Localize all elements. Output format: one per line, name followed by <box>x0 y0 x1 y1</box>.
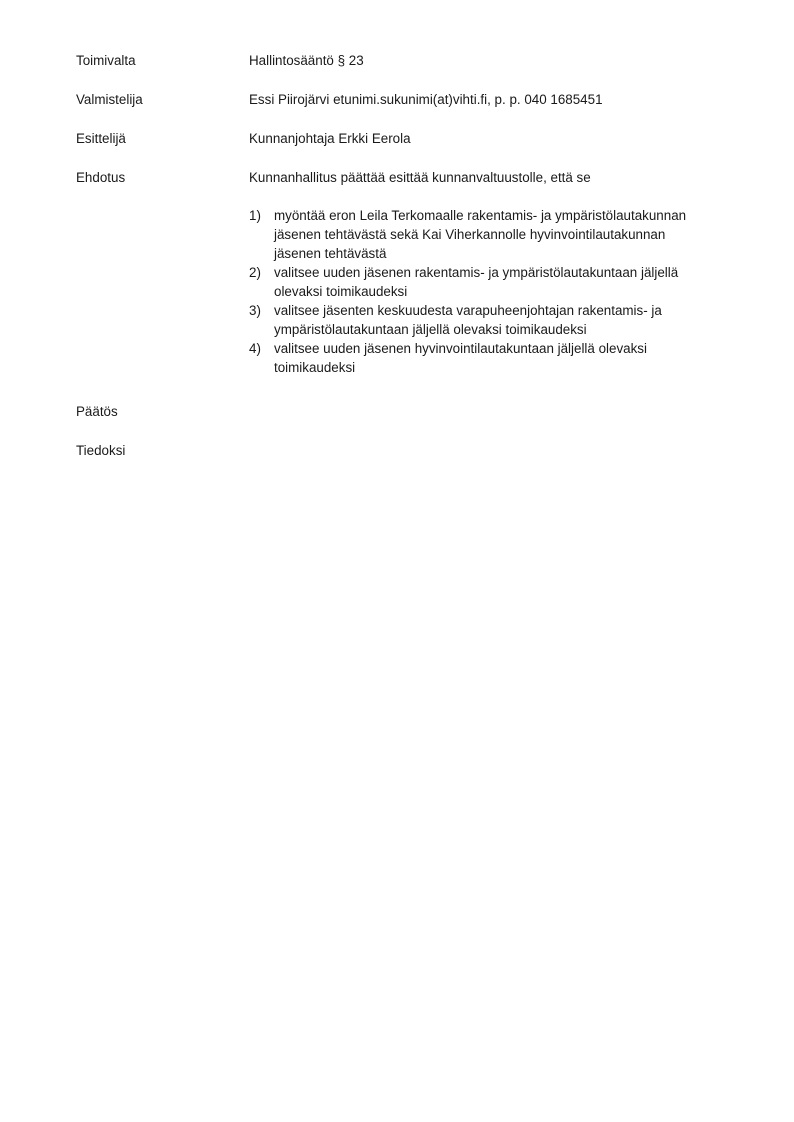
list-item <box>249 339 739 377</box>
list-item-number: 4) <box>249 341 261 356</box>
field-value-valmistelija: Essi Piirojärvi etunimi.sukunimi(at)vihti.fi, p. p. 040 1685451 <box>249 92 603 107</box>
field-value-esittelija: Kunnanjohtaja Erkki Eerola <box>249 131 411 146</box>
list-item-line: myöntää eron Leila Terkomaalle rakentamis- ja ympäristölautakunnan <box>274 208 687 223</box>
list-item <box>249 263 739 301</box>
list-item-line: valitsee jäsenten keskuudesta varapuheenjohtajan rakentamis- ja <box>274 303 662 318</box>
list-item-line: valitsee uuden jäsenen rakentamis- ja ympäristölautakuntaan jäljellä <box>274 265 679 280</box>
list-item-line: toimikaudeksi <box>274 360 356 375</box>
list-item-number: 1) <box>249 208 261 223</box>
list-item-number: 2) <box>249 265 261 280</box>
field-label-valmistelija: Valmistelija <box>76 92 143 107</box>
list-item <box>249 206 739 263</box>
field-label-tiedoksi: Tiedoksi <box>76 443 126 458</box>
field-label-toimivalta: Toimivalta <box>76 53 136 68</box>
list-item-line: jäsenen tehtävästä sekä Kai Viherkannolle hyvinvointilautakunnan <box>274 227 666 242</box>
list-item <box>249 301 739 339</box>
field-label-paatos: Päätös <box>76 404 118 419</box>
field-label-esittelija: Esittelijä <box>76 131 126 146</box>
field-value-toimivalta: Hallintosääntö § 23 <box>249 53 364 68</box>
list-item-line: olevaksi toimikaudeksi <box>274 284 408 299</box>
proposal-list <box>249 206 739 377</box>
list-item-line: jäsenen tehtävästä <box>274 246 387 261</box>
list-item-line: ympäristölautakuntaan jäljellä olevaksi toimikaudeksi <box>274 322 587 337</box>
list-item-number: 3) <box>249 303 261 318</box>
field-label-ehdotus: Ehdotus <box>76 170 126 185</box>
list-item-line: valitsee uuden jäsenen hyvinvointilautakuntaan jäljellä olevaksi <box>274 341 647 356</box>
field-value-ehdotus: Kunnanhallitus päättää esittää kunnanvaltuustolle, että se <box>249 170 591 185</box>
